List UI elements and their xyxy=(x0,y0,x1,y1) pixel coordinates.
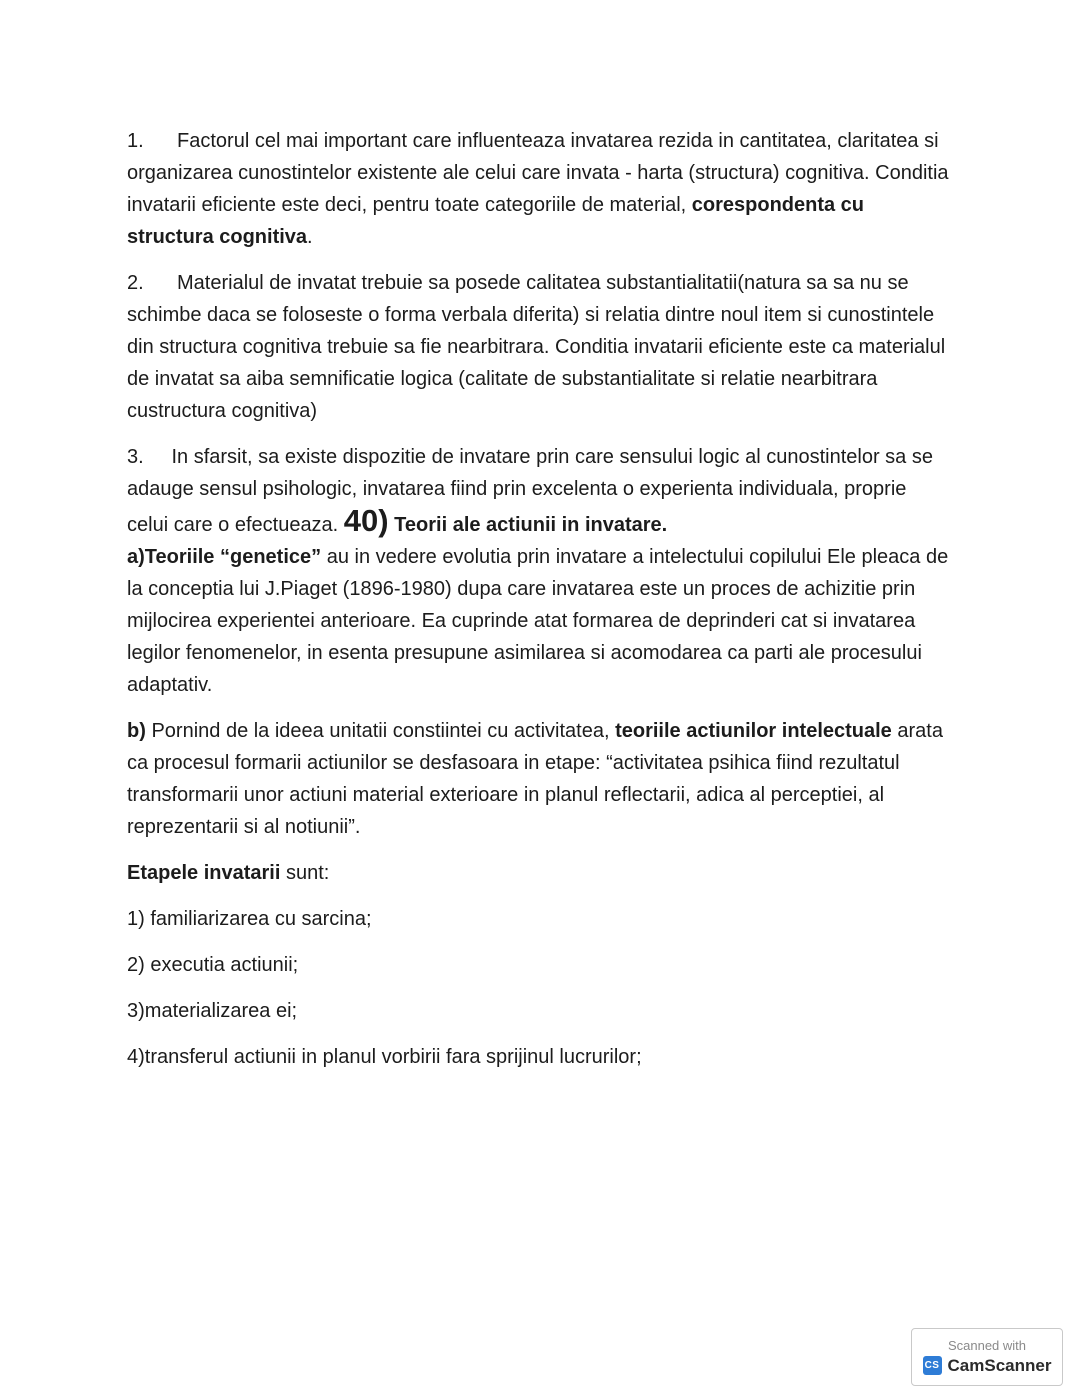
paragraph xyxy=(127,949,950,981)
paragraph xyxy=(127,1041,950,1073)
text-run: 1. Factorul cel mai important care influenteaza invatarea rezida in cantitatea, claritatea si organizarea cunostintelor existente ale celui care invata - harta (structura) cognitiva. Conditia invatarii eficiente este deci, pentru toate categoriile de material, xyxy=(127,130,949,216)
text-run: sunt: xyxy=(280,862,330,884)
paragraph xyxy=(127,441,950,541)
text-run: arata ca procesul formarii actiunilor se desfasoara in etape: “activitatea psihica fiind rezultatul transformarii unor actiuni material exterioare in planul reflectarii, adica al perceptiei, al reprezentarii si al notiunii”. xyxy=(127,720,943,838)
text-run: au in vedere evolutia prin invatare a intelectului copilului Ele pleaca de la conceptia lui J.Piaget (1896-1980) dupa care invatarea este un proces de achizitie prin mijlocirea experientei anterioare. Ea cuprinde atat formarea de deprinderi cat si invatarea legilor fenomenelor, in esenta presupune asimilarea si acomodarea ca parti ale procesului adaptativ. xyxy=(127,546,949,696)
paragraph xyxy=(127,125,950,253)
document-body xyxy=(127,125,950,1073)
text-run: b) xyxy=(127,720,146,742)
camscanner-brand: CamScanner xyxy=(947,1355,1052,1375)
paragraph xyxy=(127,715,950,843)
camscanner-icon: CS xyxy=(923,1356,942,1375)
camscanner-brand-row xyxy=(923,1356,1052,1376)
paragraph xyxy=(127,903,950,935)
paragraph xyxy=(127,267,950,427)
paragraph xyxy=(127,541,950,701)
text-run: corespondenta cu structura cognitiva xyxy=(127,194,865,248)
text-run: 3. In sfarsit, sa existe dispozitie de invatare prin care sensului logic al cunostintelor sa se adauge sensul psihologic, invatarea fiind prin excelenta o experienta individuala, proprie celui care o efectueaza. xyxy=(127,446,933,536)
paragraph xyxy=(127,995,950,1027)
text-run: teoriile actiunilor intelectuale xyxy=(615,720,892,742)
text-run: 40) xyxy=(343,503,389,538)
text-run: Etapele invatarii xyxy=(127,862,281,884)
text-run: Teorii ale actiunii in invatare. xyxy=(388,514,668,536)
text-run: 1) familiarizarea cu sarcina; xyxy=(127,908,372,930)
text-run: Pornind de la ideea unitatii constiintei cu activitatea, xyxy=(145,720,616,742)
text-run: 3)materializarea ei; xyxy=(127,1000,298,1022)
camscanner-badge xyxy=(911,1328,1063,1386)
text-run: a)Teoriile “genetice” xyxy=(127,546,322,568)
paragraph xyxy=(127,857,950,889)
scanned-with-label: Scanned with xyxy=(947,1337,1027,1353)
text-run: 2. Materialul de invatat trebuie sa posede calitatea substantialitatii(natura sa sa nu se schimbe daca se foloseste o forma verbala diferita) si relatia dintre noul item si cunostintele din structura cognitiva trebuie sa fie nearbitrara. Conditia invatarii eficiente este ca materialul de invatat sa aiba semnificatie logica (calitate de substantialitate si relatie nearbitrara custructura cognitiva) xyxy=(127,272,946,422)
text-run: 4)transferul actiunii in planul vorbirii fara sprijinul lucrurilor; xyxy=(127,1046,642,1068)
text-run: 2) executia actiunii; xyxy=(127,954,299,976)
text-run: . xyxy=(307,226,313,248)
